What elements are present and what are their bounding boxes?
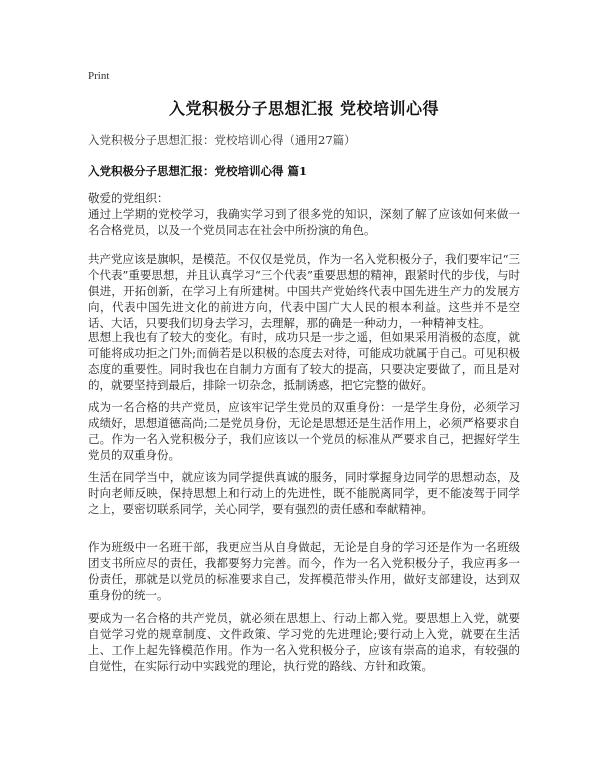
section-heading: 入党积极分子思想汇报：党校培训心得 篇1 <box>88 164 308 178</box>
paragraph-7: 要成为一名合格的共产党员，就必须在思想上、行动上都入党。要思想上入党，就要自觉学习党的规章制度、文件政策、学习党的先进理论;要行动上入党，就要在生活上、工作上起先锋模范作用。作为一名入党积极分子，应该有崇高的追求，有较强的自觉性，在实际行动中实践党的理论，执行党的路线、方针和政策。 <box>88 611 520 673</box>
paragraph-1: 通过上学期的党校学习，我确实学习到了很多党的知识，深刻了解了应该如何来做一名合格党员，以及一个党员同志在社会中所扮演的角色。 <box>88 207 520 237</box>
print-link[interactable]: Print <box>88 70 110 82</box>
page-title: 入党积极分子思想汇报 党校培训心得 <box>168 99 440 118</box>
paragraph-2: 共产党应该是旗帜，是模范。不仅仅是党员，作为一名入党积极分子，我们要牢记“三个代表”重要思想，并且认真学习“三个代表”重要思想的精神，跟紧时代的步伐，与时俱进，开拓创新，在学习上有所建树。中国共产党始终代表中国先进生产力的发展方向，代表中国先进文化的前进方向，代表中国广大人民的根本利益。这些并不是空话、大话，只要我们切身去学习，去理解，那的确是一种动力，一种精神支柱。 <box>88 252 520 330</box>
paragraph-4: 成为一名合格的共产党员，应该牢记学生党员的双重身份：一是学生身份，必须学习成绩好，思想道德高尚;二是党员身份，无论是思想还是生活作用上，必须严格要求自己。作为一名入党积极分子，我们应该以一个党员的标准从严要求自己，把握好学生党员的双重身份。 <box>88 400 520 462</box>
salutation: 敬爱的党组织： <box>88 191 169 205</box>
paragraph-5: 生活在同学当中，就应该为同学提供真诚的服务，同时掌握身边同学的思想动态，及时向老师反映，保持思想上和行动上的先进性，既不能脱离同学，更不能凌驾于同学之上，要密切联系同学，关心同学，要有强烈的责任感和奉献精神。 <box>88 470 520 516</box>
document-subtitle: 入党积极分子思想汇报：党校培训心得（通用27篇） <box>88 133 356 147</box>
paragraph-3: 思想上我也有了较大的变化。有时，成功只是一步之遥，但如果采用消极的态度，就可能将成功拒之门外;而倘若是以积极的态度去对待，可能成功就属于自己。可见积极态度的重要性。同时我也在自制力方面有了较大的提高，只要决定要做了，而且是对的，就要坚持到最后，排除一切杂念，抵制诱惑，把它完整的做好。 <box>88 330 520 392</box>
paragraph-6: 作为班级中一名班干部，我更应当从自身做起，无论是自身的学习还是作为一名班级团支书所应尽的责任，我都要努力完善。而今，作为一名入党积极分子，我应再多一份责任，那就是以党员的标准要求自己，发挥模范带头作用，做好支部建设，达到双重身份的统一。 <box>88 540 520 602</box>
